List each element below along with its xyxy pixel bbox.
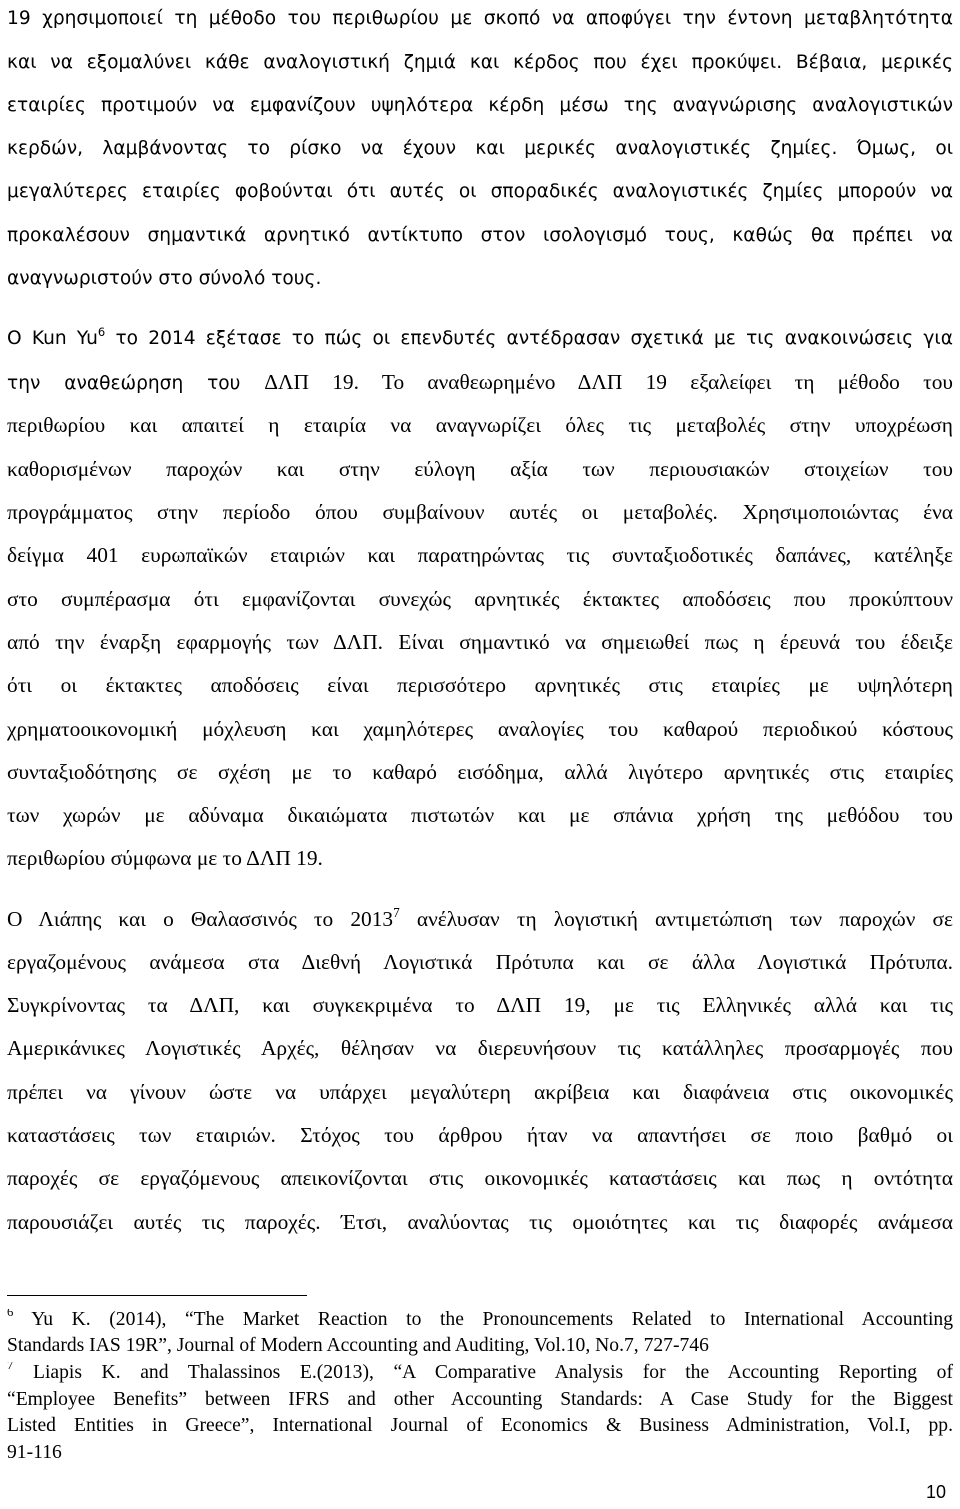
text-line: δείγμα 401 ευρωπαϊκών εταιριών και παρατηρώντας τις συνταξιοδοτικές δαπάνες, κατέληξε [7, 543, 953, 567]
text-run: Ο Λιάπης και ο Θαλασσινός το 2013 [7, 907, 394, 931]
text-run: ανέλυσαν τη λογιστική αντιμετώπιση των παροχών σε [399, 907, 953, 931]
text-line: από την έναρξη εφαρμογής των ΔΛΠ. Είναι σημαντικό να σημειωθεί πως η έρευνά του έδειξε [7, 630, 953, 654]
text-line [7, 906, 953, 932]
text-line: 19 χρησιμοποιεί τη μέθοδο του περιθωρίου με σκοπό να αποφύγει την έντονη μεταβλητότητα [7, 8, 953, 29]
text-run: το 2014 εξέτασε το πώς οι επενδυτές αντέδρασαν σχετικά με τις ανακοινώσεις για [105, 328, 953, 349]
footnote-separator [7, 1295, 307, 1296]
text-line: χρηματοοικονομική μόχλευση και χαμηλότερες αναλογίες του καθαρού περιοδικού κόστους [7, 717, 953, 741]
text-run: την αναθεώρηση του [7, 373, 265, 394]
footnote-line: Standards IAS 19R”, Journal of Modern Accounting and Auditing, Vol.10, No.7, 727-746 [7, 1335, 709, 1356]
text-line [7, 326, 953, 352]
text-line: κερδών, λαμβάνοντας το ρίσκο να έχουν και μερικές αναλογιστικές ζημίες. Όμως, οι [7, 138, 953, 159]
text-line: προγράμματος στην περίοδο όπου συμβαίνουν αυτές οι μεταβολές. Χρησιμοποιώντας ένα [7, 500, 953, 524]
text-line: περιθωρίου σύμφωνα με το ΔΛΠ 19. [7, 846, 323, 870]
footnote-number: 6 [7, 1309, 14, 1320]
text-line: παροχές σε εργαζόμενους απεικονίζονται στις οικονομικές καταστάσεις και πως η οντότητα [7, 1166, 953, 1190]
text-line: ότι οι έκτακτες αποδόσεις είναι περισσότερο αρνητικές στις εταιρίες με υψηλότερη [7, 673, 953, 697]
footnote-6 [7, 1309, 953, 1331]
text-run: Yu K. (2014), “The Market Reaction to the Pronouncements Related to International Accounting [13, 1309, 953, 1330]
text-line: συνταξιοδότησης σε σχέση με το καθαρό εισόδημα, αλλά λιγότερο αρνητικές στις εταιρίες [7, 760, 953, 784]
text-run: Liapis K. and Thalassinos E.(2013), “A Comparative Analysis for the Accounting Reporting of [13, 1362, 953, 1383]
text-line: εργαζομένους ανάμεσα στα Διεθνή Λογιστικά Πρότυπα και σε άλλα Λογιστικά Πρότυπα. [7, 950, 953, 974]
footnote-7 [7, 1362, 953, 1384]
page-number: 10 [925, 1482, 946, 1502]
footnote-line: 91-116 [7, 1442, 62, 1463]
text-line: πρέπει να γίνουν ώστε να υπάρχει μεγαλύτερη ακρίβεια και διαφάνεια στις οικονομικές [7, 1080, 953, 1104]
text-line: στο συμπέρασμα ότι εμφανίζονται συνεχώς αρνητικές έκτακτες αποδόσεις που προκύπτουν [7, 587, 953, 611]
text-line: καθορισμένων παροχών και στην εύλογη αξία των περιουσιακών στοιχείων του [7, 457, 953, 481]
text-line: προκαλέσουν σημαντικά αρνητικό αντίκτυπο στον ισολογισμό τους, καθώς θα πρέπει να [7, 225, 953, 246]
text-run: O Kun Yu [7, 328, 98, 349]
text-line [7, 369, 953, 397]
footnote-ref-7[interactable]: 7 [393, 906, 400, 920]
text-line: μεγαλύτερες εταιρίες φοβούνται ότι αυτές οι σποραδικές αναλογιστικές ζημίες μπορούν να [7, 181, 953, 202]
footnote-line: Listed Entities in Greece”, International Journal of Economics & Business Administration, Vol.I, pp. [7, 1415, 953, 1436]
text-line: καταστάσεις των εταιριών. Στόχος του άρθρου ήταν να απαντήσει σε ποιο βαθμό οι [7, 1123, 953, 1147]
text-line: Συγκρίνοντας τα ΔΛΠ, και συγκεκριμένα το ΔΛΠ 19, με τις Ελληνικές αλλά και τις [7, 993, 953, 1017]
footnote-line: “Employee Benefits” between IFRS and other Accounting Standards: A Case Study for the Biggest [7, 1389, 953, 1410]
text-line: αναγνωριστούν στο σύνολό τους. [7, 268, 322, 289]
text-line: παρουσιάζει αυτές τις παροχές. Έτσι, αναλύοντας τις ομοιότητες και τις διαφορές ανάμεσα [7, 1210, 953, 1234]
footnote-ref-6[interactable]: 6 [97, 326, 106, 339]
text-line: Αμερικάνικες Λογιστικές Αρχές, θέλησαν να διερευνήσουν τις κατάλληλες προσαρμογές που [7, 1036, 953, 1060]
text-line: των χωρών με αδύναμα δικαιώματα πιστωτών και με σπάνια χρήση της μεθόδου του [7, 803, 953, 827]
text-run: ΔΛΠ 19. Το αναθεωρημένο ΔΛΠ 19 εξαλείφει τη μέθοδο του [264, 370, 953, 394]
text-line: περιθωρίου και απαιτεί η εταιρία να αναγνωρίζει όλες τις μεταβολές στην υποχρέωση [7, 413, 953, 437]
text-line: εταιρίες προτιμούν να εμφανίζουν υψηλότερα κέρδη μέσω της αναγνώρισης αναλογιστικών [7, 95, 953, 116]
text-line: και να εξομαλύνει κάθε αναλογιστική ζημιά και κέρδος που έχει προκύψει. Βέβαια, μερικές [7, 52, 953, 73]
footnote-number: 7 [7, 1362, 14, 1373]
